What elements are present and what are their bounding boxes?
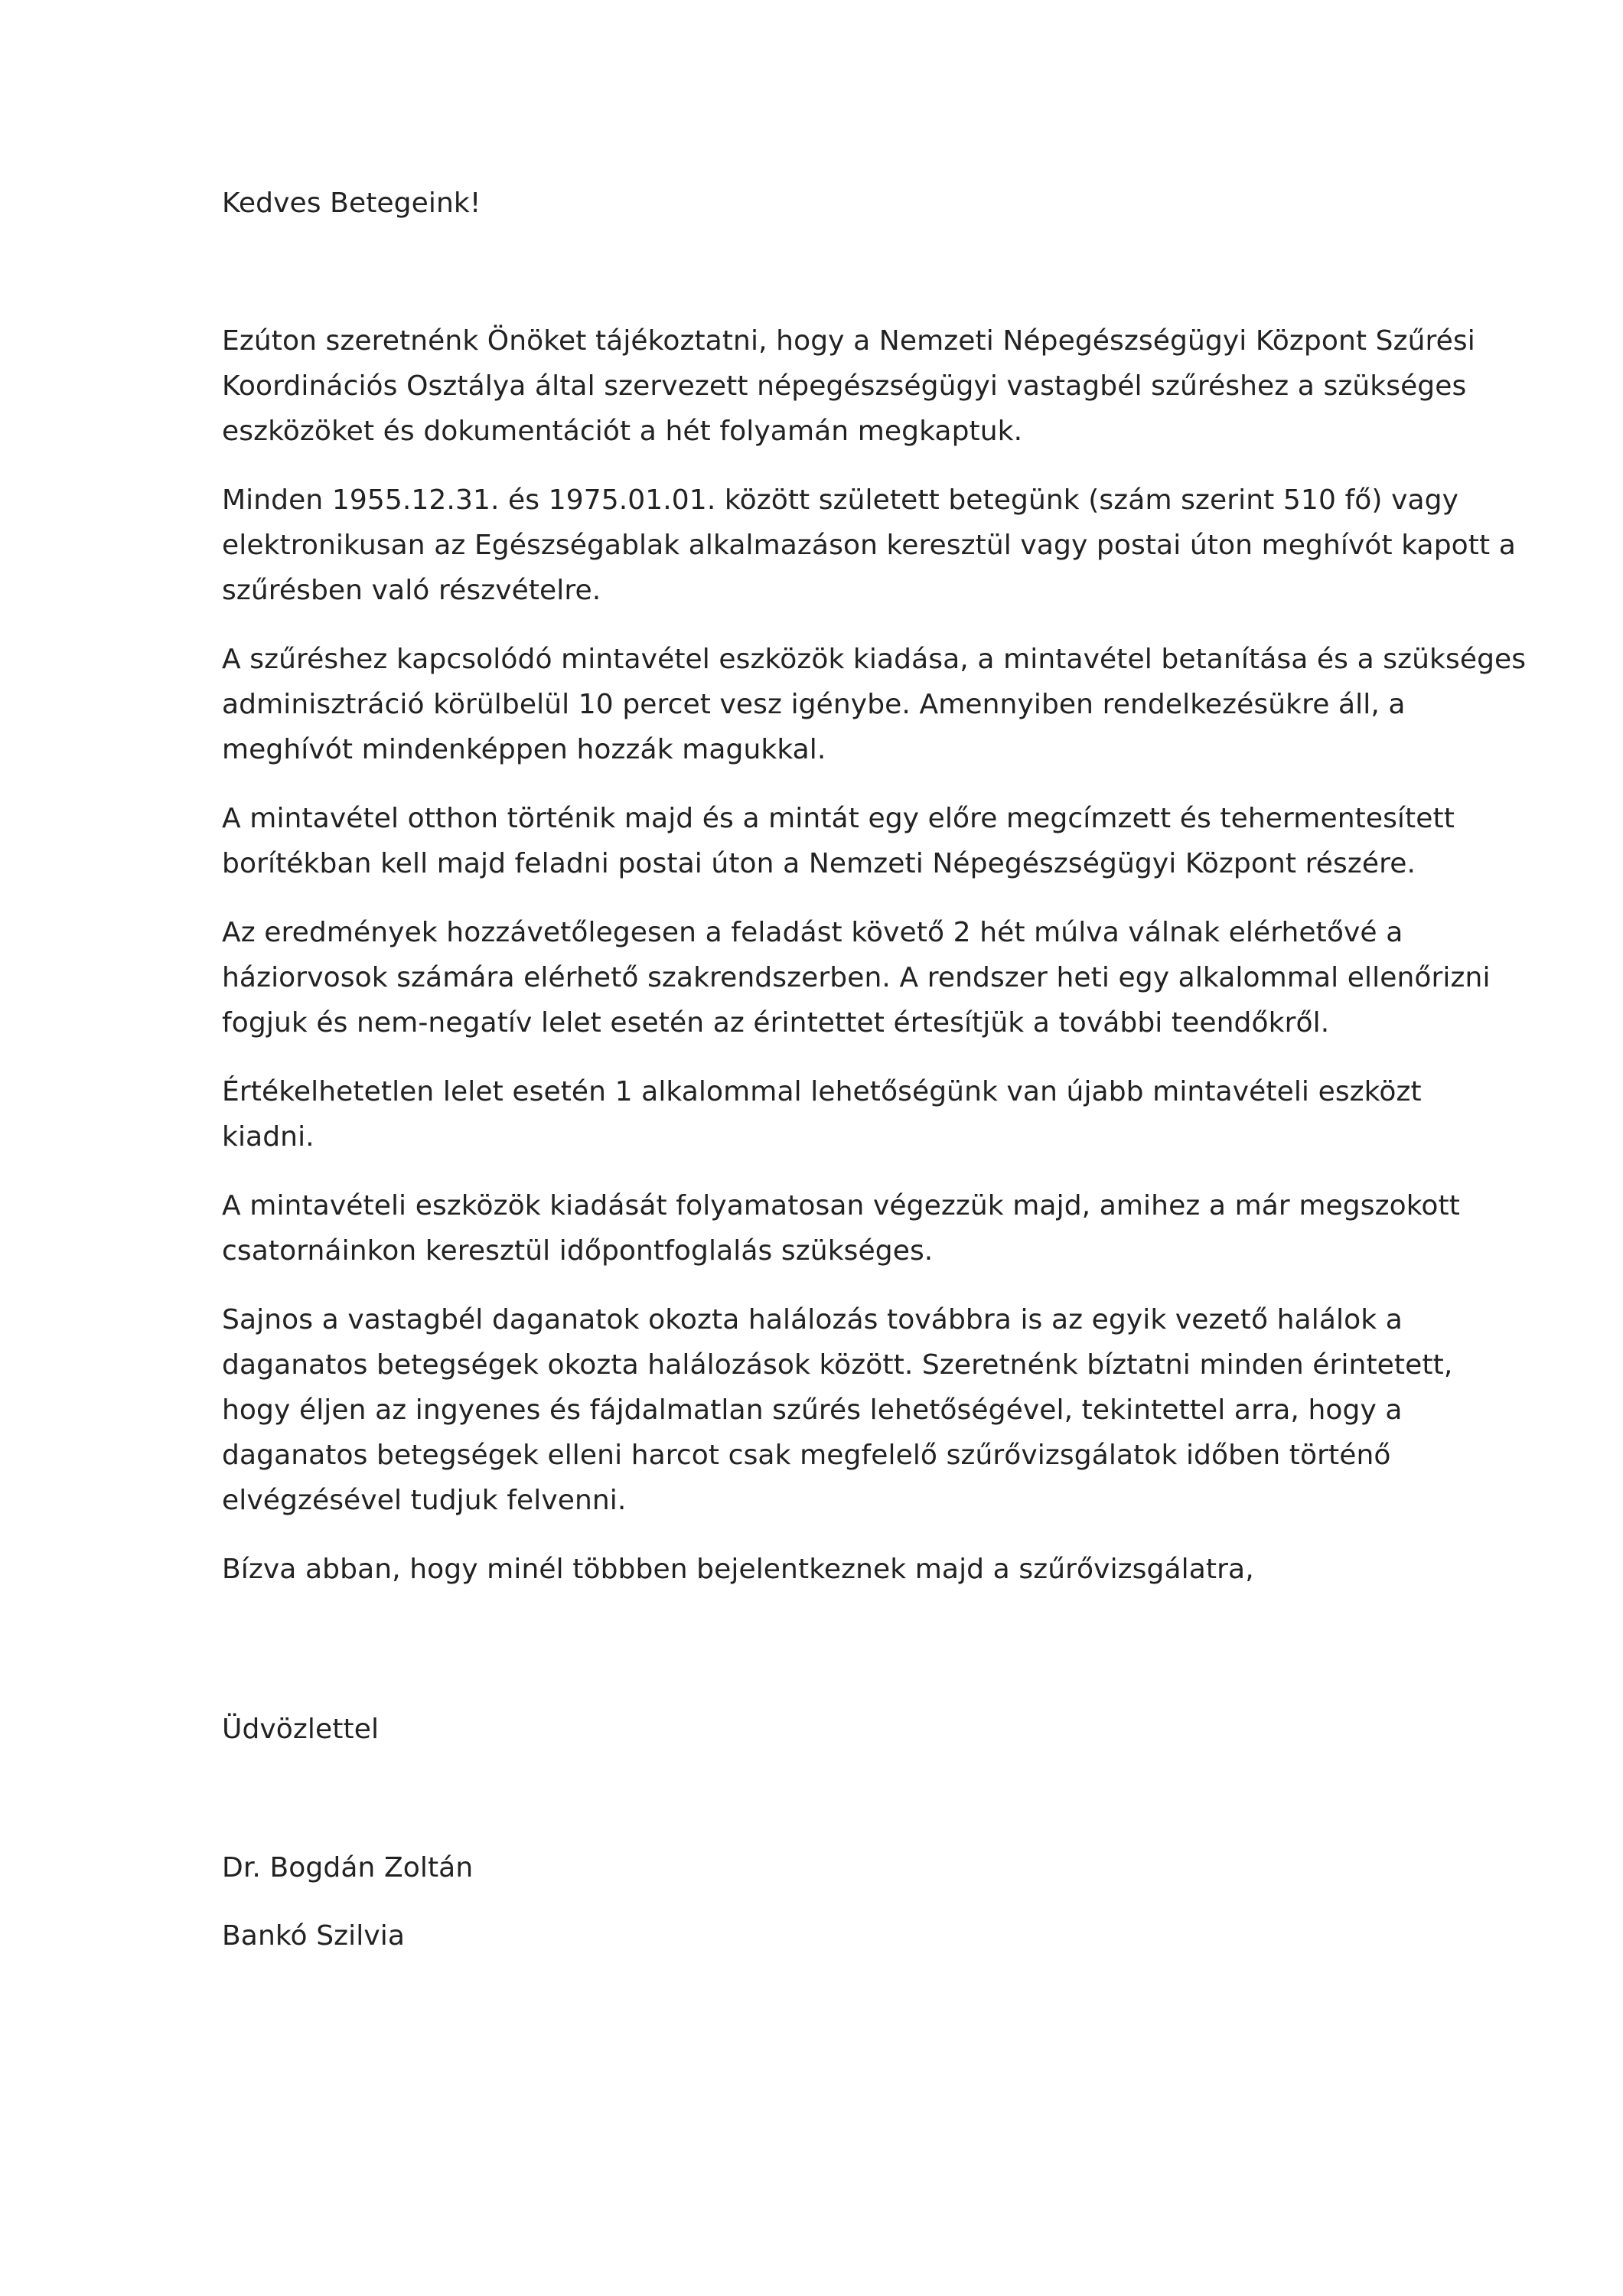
text-line: A mintavételi eszközök kiadását folyamatosan végezzük majd, amihez a már megszokott: [222, 1190, 1460, 1221]
paragraph-appointment-booking: [222, 1183, 1460, 1274]
signatory-name: Bankó Szilvia: [222, 1920, 406, 1952]
text-line: háziorvosok számára elérhető szakrendszerben. A rendszer heti egy alkalommal ellenőrizni: [222, 962, 1491, 993]
text-line: A szűréshez kapcsolódó mintavétel eszközök kiadása, a mintavétel betanítása és a szükséges: [222, 644, 1527, 675]
paragraph-eligible-patients: [222, 478, 1516, 613]
signatory-name: Dr. Bogdán Zoltán: [222, 1852, 474, 1883]
text-line: Értékelhetetlen lelet esetén 1 alkalommal lehetőségünk van újabb mintavételi eszközt: [222, 1076, 1422, 1107]
text-line: daganatos betegségek okozta halálozások között. Szeretnénk bíztatni minden érintetett,: [222, 1349, 1453, 1381]
text-line: csatornáinkon keresztül időpontfoglalás szükséges.: [222, 1235, 934, 1267]
paragraph-receipt-of-equipment: [222, 318, 1475, 454]
sign-off: Üdvözlettel: [222, 1714, 380, 1745]
text-line: Koordinációs Osztálya által szervezett népegészségügyi vastagbél szűréshez a szükséges: [222, 370, 1467, 402]
paragraph-encouragement: [222, 1297, 1453, 1523]
text-line: Minden 1955.12.31. és 1975.01.01. között született betegünk (szám szerint 510 fő) vagy: [222, 484, 1458, 516]
text-line: elvégzésével tudjuk felvenni.: [222, 1485, 627, 1516]
letter-body: [222, 181, 1527, 1981]
text-line: kiadni.: [222, 1121, 314, 1153]
text-line: daganatos betegségek elleni harcot csak megfelelő szűrővizsgálatok időben történő: [222, 1440, 1391, 1471]
closing-line: Bízva abban, hogy minél többben bejelentkeznek majd a szűrővizsgálatra,: [222, 1554, 1254, 1585]
text-line: hogy éljen az ingyenes és fájdalmatlan szűrés lehetőségével, tekintettel arra, hogy a: [222, 1394, 1403, 1426]
paragraph-home-sampling: [222, 796, 1455, 886]
paragraph-results: [222, 910, 1491, 1045]
text-line: szűrésben való részvételre.: [222, 575, 601, 606]
greeting: Kedves Betegeink!: [222, 188, 481, 219]
text-line: adminisztráció körülbelül 10 percet vesz igénybe. Amennyiben rendelkezésükre áll, a: [222, 689, 1406, 720]
paragraph-invalid-result: [222, 1069, 1431, 1159]
text-line: eszközöket és dokumentációt a hét folyamán megkaptuk.: [222, 416, 1023, 447]
text-line: fogjuk és nem-negatív lelet esetén az érintettet értesítjük a további teendőkről.: [222, 1007, 1330, 1039]
text-line: meghívót mindenképpen hozzák magukkal.: [222, 734, 826, 765]
text-line: elektronikusan az Egészségablak alkalmazáson keresztül vagy postai úton meghívót kapott a: [222, 530, 1516, 561]
text-line: A mintavétel otthon történik majd és a mintát egy előre megcímzett és tehermentesített: [222, 803, 1455, 834]
text-line: Az eredmények hozzávetőlegesen a feladást követő 2 hét múlva válnak elérhetővé a: [222, 917, 1403, 948]
text-line: Sajnos a vastagbél daganatok okozta halálozás továbbra is az egyik vezető halálok a: [222, 1304, 1403, 1336]
text-line: Ezúton szeretnénk Önöket tájékoztatni, hogy a Nemzeti Népegészségügyi Központ Szűrési: [222, 325, 1475, 357]
text-line: borítékban kell majd feladni postai úton a Nemzeti Népegészségügyi Központ részére.: [222, 848, 1416, 879]
paragraph-sampling-kit-handout: [222, 637, 1527, 772]
